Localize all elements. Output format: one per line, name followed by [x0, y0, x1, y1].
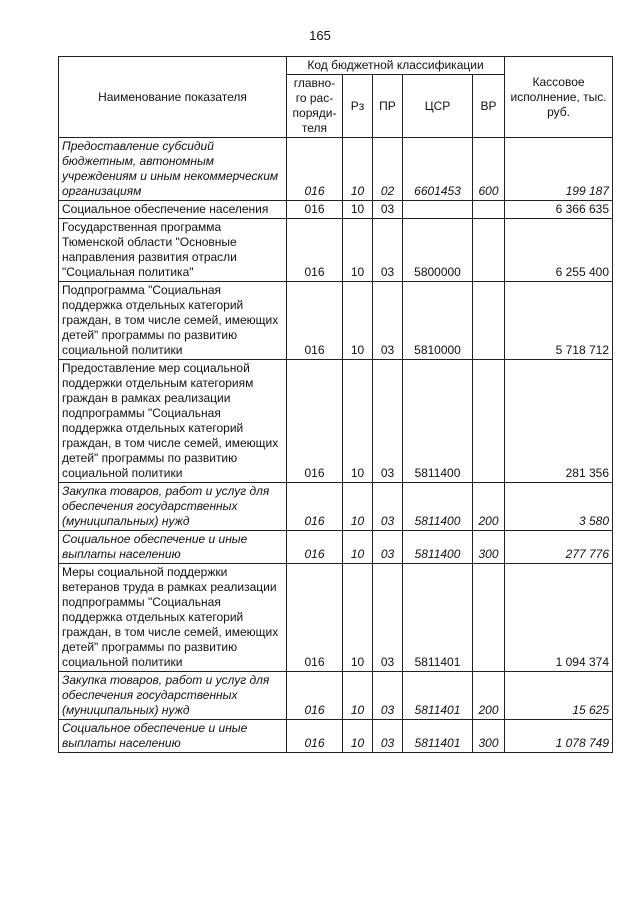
cell-sum: 1 078 749 — [505, 720, 613, 753]
page-number: 165 — [309, 28, 331, 43]
header-vr: ВР — [473, 75, 505, 138]
cell-csr: 5811400 — [403, 360, 473, 483]
cell-rz: 10 — [343, 282, 373, 360]
cell-csr: 5800000 — [403, 219, 473, 282]
header-name: Наименование показателя — [59, 57, 287, 138]
cell-vr: 300 — [473, 531, 505, 564]
cell-sum: 281 356 — [505, 360, 613, 483]
cell-csr: 5811401 — [403, 720, 473, 753]
cell-rz: 10 — [343, 720, 373, 753]
cell-vr: 200 — [473, 483, 505, 531]
cell-sum: 1 094 374 — [505, 564, 613, 672]
cell-name: Предоставление мер социальной поддержки отдельным категориям граждан в рамках реализации подпрограммы "Социальная поддержка отдельных категорий граждан, в том числе семей, имеющих детей" программы по развитию социальной политики — [59, 360, 287, 483]
cell-pr: 03 — [373, 219, 403, 282]
table-row — [59, 282, 613, 360]
cell-rz: 10 — [343, 201, 373, 219]
cell-pr: 03 — [373, 360, 403, 483]
cell-name: Социальное обеспечение и иные выплаты населению — [59, 720, 287, 753]
cell-glavnogo: 016 — [287, 720, 343, 753]
cell-name: Государственная программа Тюменской области "Основные направления развития отрасли "Социальная политика" — [59, 219, 287, 282]
cell-glavnogo: 016 — [287, 564, 343, 672]
cell-name: Закупка товаров, работ и услуг для обеспечения государственных (муниципальных) нужд — [59, 483, 287, 531]
cell-csr: 5810000 — [403, 282, 473, 360]
header-rz: Рз — [343, 75, 373, 138]
table-row — [59, 201, 613, 219]
cell-pr: 03 — [373, 483, 403, 531]
cell-vr — [473, 219, 505, 282]
cell-pr: 03 — [373, 564, 403, 672]
cell-vr — [473, 564, 505, 672]
table-header — [59, 57, 613, 138]
header-sum: Кассовое исполнение, тыс. руб. — [505, 57, 613, 138]
cell-pr: 03 — [373, 282, 403, 360]
cell-name: Социальное обеспечение населения — [59, 201, 287, 219]
table-row — [59, 219, 613, 282]
cell-vr — [473, 201, 505, 219]
cell-name: Меры социальной поддержки ветеранов труда в рамках реализации подпрограммы "Социальная поддержка отдельных категорий граждан, в том числе семей, имеющих детей" программы по развитию социальной политики — [59, 564, 287, 672]
cell-sum: 6 366 635 — [505, 201, 613, 219]
table-row — [59, 531, 613, 564]
cell-pr: 03 — [373, 531, 403, 564]
cell-rz: 10 — [343, 360, 373, 483]
cell-rz: 10 — [343, 483, 373, 531]
cell-sum: 6 255 400 — [505, 219, 613, 282]
cell-glavnogo: 016 — [287, 483, 343, 531]
cell-glavnogo: 016 — [287, 219, 343, 282]
cell-rz: 10 — [343, 219, 373, 282]
table-row — [59, 564, 613, 672]
header-code-group: Код бюджетной классификации — [287, 57, 505, 75]
cell-rz: 10 — [343, 672, 373, 720]
table-row — [59, 138, 613, 201]
table-body — [59, 138, 613, 753]
cell-rz: 10 — [343, 138, 373, 201]
cell-name: Закупка товаров, работ и услуг для обеспечения государственных (муниципальных) нужд — [59, 672, 287, 720]
header-glavnogo: главно-го рас-поряди-теля — [287, 75, 343, 138]
cell-sum: 5 718 712 — [505, 282, 613, 360]
cell-sum: 277 776 — [505, 531, 613, 564]
cell-glavnogo: 016 — [287, 282, 343, 360]
cell-pr: 02 — [373, 138, 403, 201]
cell-csr: 5811400 — [403, 531, 473, 564]
cell-csr: 5811401 — [403, 564, 473, 672]
cell-name: Социальное обеспечение и иные выплаты населению — [59, 531, 287, 564]
cell-rz: 10 — [343, 564, 373, 672]
header-csr: ЦСР — [403, 75, 473, 138]
cell-rz: 10 — [343, 531, 373, 564]
cell-vr: 600 — [473, 138, 505, 201]
header-pr: ПР — [373, 75, 403, 138]
cell-sum: 3 580 — [505, 483, 613, 531]
cell-pr: 03 — [373, 720, 403, 753]
cell-csr: 5811401 — [403, 672, 473, 720]
budget-execution-table — [58, 56, 613, 753]
cell-name: Подпрограмма "Социальная поддержка отдельных категорий граждан, в том числе семей, имеющих детей" программы по развитию социальной политики — [59, 282, 287, 360]
cell-csr — [403, 201, 473, 219]
cell-vr: 200 — [473, 672, 505, 720]
table-row — [59, 483, 613, 531]
cell-glavnogo: 016 — [287, 531, 343, 564]
cell-glavnogo: 016 — [287, 360, 343, 483]
cell-sum: 15 625 — [505, 672, 613, 720]
cell-name: Предоставление субсидий бюджетным, автономным учреждениям и иным некоммерческим организациям — [59, 138, 287, 201]
cell-sum: 199 187 — [505, 138, 613, 201]
table-row — [59, 360, 613, 483]
cell-pr: 03 — [373, 672, 403, 720]
cell-vr — [473, 282, 505, 360]
table-row — [59, 720, 613, 753]
cell-glavnogo: 016 — [287, 201, 343, 219]
cell-vr — [473, 360, 505, 483]
cell-csr: 5811400 — [403, 483, 473, 531]
cell-csr: 6601453 — [403, 138, 473, 201]
cell-pr: 03 — [373, 201, 403, 219]
table-row — [59, 672, 613, 720]
cell-glavnogo: 016 — [287, 672, 343, 720]
cell-glavnogo: 016 — [287, 138, 343, 201]
cell-vr: 300 — [473, 720, 505, 753]
